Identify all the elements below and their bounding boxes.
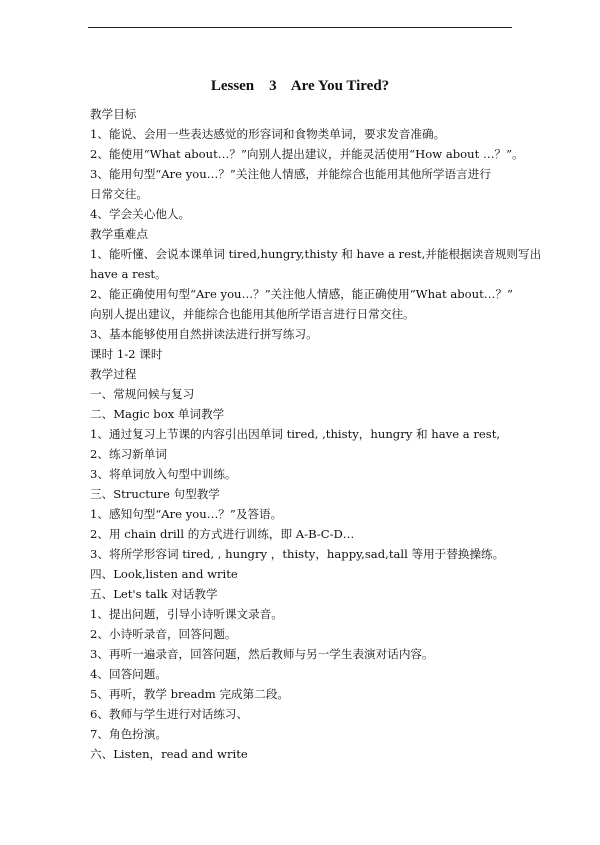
- text-line: 一、常规问候与复习: [90, 387, 195, 401]
- text-line: 2、能使用“What about…？”向别人提出建议，并能灵活使用“How about …？”。: [90, 147, 524, 161]
- text-line: 3、能用句型“Are you…？”关注他人情感，并能综合也能用其他所学语言进行: [90, 167, 491, 181]
- section-heading: 教学重难点: [90, 227, 148, 241]
- text-line: 2、用 chain drill 的方式进行训练，即 A-B-C-D…: [90, 527, 355, 541]
- text-line: 五、Let's talk 对话教学: [90, 587, 218, 601]
- header-rule: [88, 27, 512, 28]
- text-line: 3、将所学形容词 tired, , hungry ，thisty，happy,sad,tall 等用于替换操练。: [90, 547, 505, 561]
- text-line: 3、将单词放入句型中训练。: [90, 467, 237, 481]
- text-line: 六、Listen，read and write: [90, 747, 248, 761]
- lesson-title: Lessen 3 Are You Tired?: [210, 78, 390, 94]
- text-line: 1、能说、会用一些表达感觉的形容词和食物类单词，要求发音准确。: [90, 127, 446, 141]
- text-line: 7、角色扮演。: [90, 727, 167, 741]
- text-line: 2、能正确使用句型“Are you…？”关注他人情感，能正确使用“What about…？”: [90, 287, 513, 301]
- text-line: 1、通过复习上节课的内容引出因单词 tired, ,thisty，hungry 和 have a rest,: [90, 427, 501, 441]
- text-line: 四、Look,listen and write: [90, 567, 238, 581]
- text-line: 6、教师与学生进行对话练习、: [90, 707, 249, 721]
- text-line: 1、感知句型“Are you…？”及答语。: [90, 507, 283, 521]
- section-heading: 教学过程: [90, 367, 137, 381]
- section-heading: 课时 1-2 课时: [90, 347, 163, 361]
- text-line: 1、能听懂、会说本课单词 tired,hungry,thisty 和 have a rest,并能根据读音规则写出: [90, 247, 542, 261]
- text-line: 1、提出问题，引导小诗听课文录音。: [90, 607, 283, 621]
- text-line: 2、练习新单词: [90, 447, 167, 461]
- text-line: 5、再听，教学 breadm 完成第二段。: [90, 687, 290, 701]
- text-line: 2、小诗听录音，回答问题。: [90, 627, 237, 641]
- text-line: 3、基本能够使用自然拼读法进行拼写练习。: [90, 327, 318, 341]
- section-heading: 教学目标: [90, 107, 137, 121]
- text-line: 向别人提出建议，并能综合也能用其他所学语言进行日常交往。: [90, 307, 415, 321]
- text-line: 4、回答问题。: [90, 667, 167, 681]
- text-line: 日常交往。: [90, 187, 148, 201]
- text-line: 三、Structure 句型教学: [90, 487, 220, 501]
- text-line: have a rest。: [90, 267, 167, 281]
- text-line: 二、Magic box 单词教学: [90, 407, 225, 421]
- text-line: 3、再听一遍录音，回答问题，然后教师与另一学生表演对话内容。: [90, 647, 434, 661]
- text-line: 4、学会关心他人。: [90, 207, 191, 221]
- document-body: [90, 104, 542, 764]
